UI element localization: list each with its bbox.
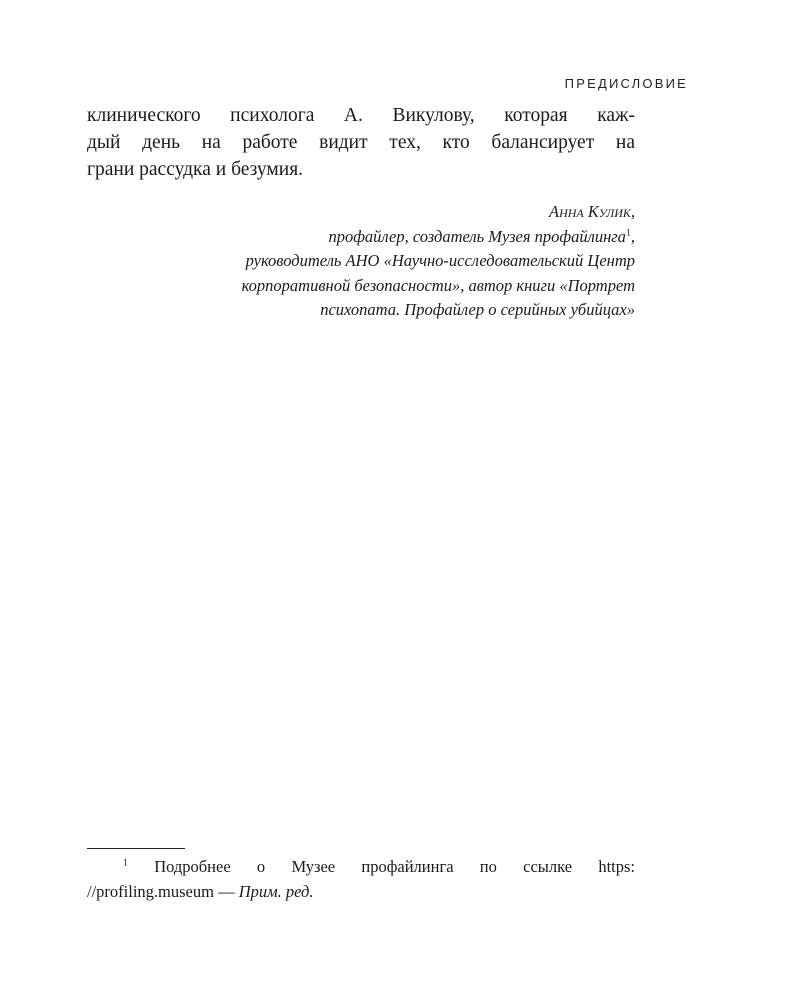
author-role: профайлер, создатель Музея профайлинга xyxy=(328,226,626,246)
footnote xyxy=(87,854,635,904)
signature-line xyxy=(87,225,635,250)
author-signature xyxy=(87,200,635,323)
punctuation: , xyxy=(630,226,635,246)
footnote-reference: 1 xyxy=(625,227,631,238)
signature-line: корпоративной безопасности», автор книги «Портрет xyxy=(241,275,635,295)
author-name: Анна Кулик, xyxy=(548,202,635,221)
signature-line: психопата. Профайлер о серийных убийцах» xyxy=(320,300,635,319)
footnote-line xyxy=(87,854,635,879)
editor-note: Прим. ред. xyxy=(238,882,314,901)
footnote-line xyxy=(87,879,635,904)
footnote-divider xyxy=(87,848,185,849)
body-line: грани рассудка и безумия. xyxy=(87,159,304,180)
footnote-marker: 1 xyxy=(123,857,128,869)
body-line: дый день на работе видит тех, кто балансирует на xyxy=(87,132,635,153)
body-paragraph xyxy=(87,102,635,183)
body-line: клинического психолога А. Викулову, которая каж- xyxy=(87,105,635,126)
footnote-dash: — xyxy=(213,882,239,901)
running-head: ПРЕДИСЛОВИЕ xyxy=(564,76,688,91)
footnote-url: //profiling.museum xyxy=(87,882,214,901)
footnote-text: Подробнее о Музее профайлинга по ссылке https: xyxy=(154,857,635,876)
signature-line: руководитель АНО «Научно-исследовательский Центр xyxy=(245,251,635,270)
